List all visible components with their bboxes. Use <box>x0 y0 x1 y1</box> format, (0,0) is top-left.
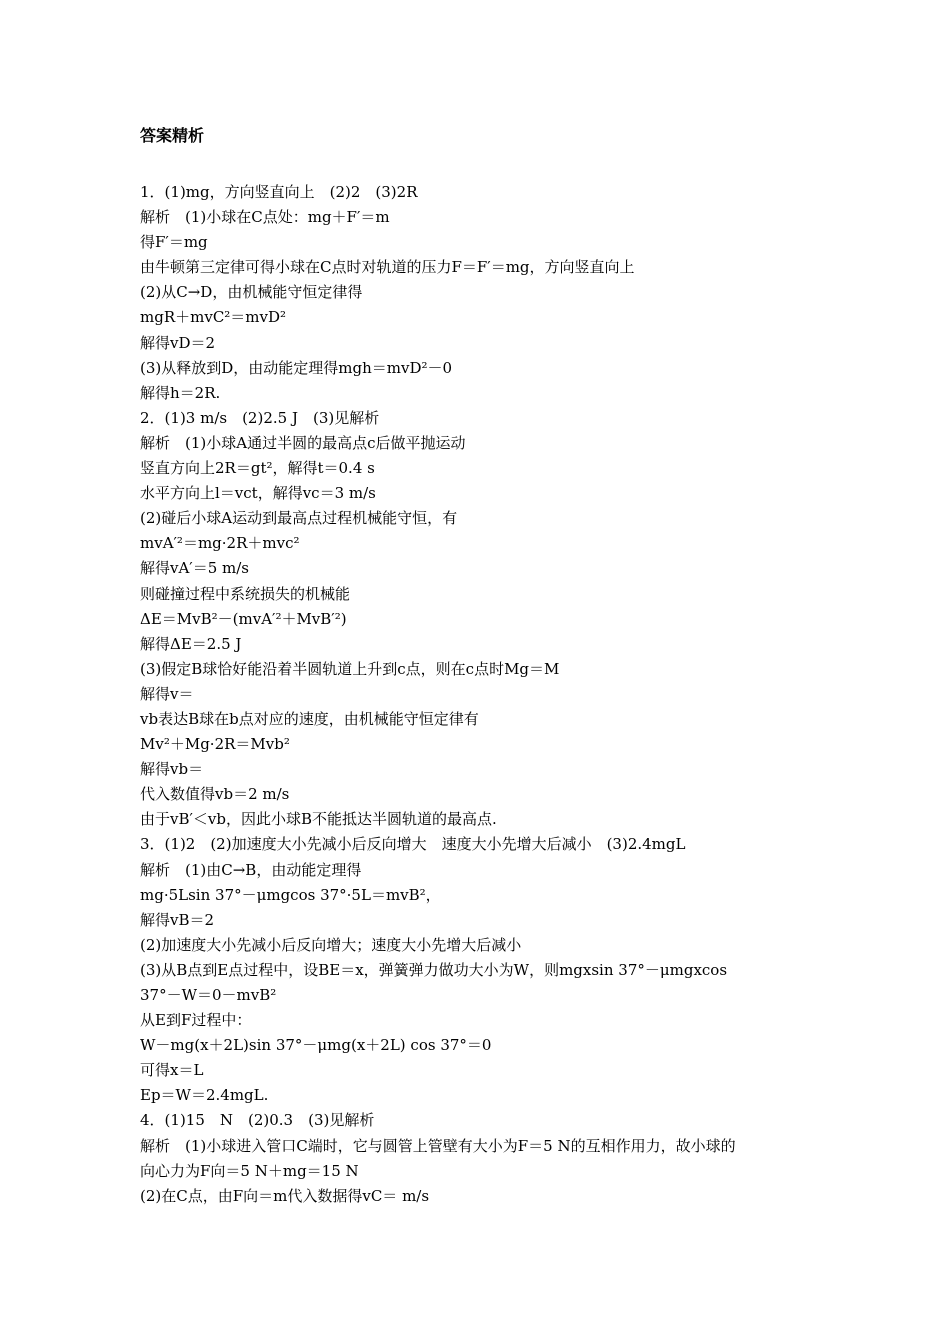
text-line: 解析 (1)小球在C点处：mg＋F′＝m <box>140 208 390 227</box>
text-line: mg·5Lsin 37°－μmgcos 37°·5L＝mvB²， <box>140 885 441 904</box>
text-line: 竖直方向上2R＝gt²，解得t＝0.4 s <box>140 459 375 478</box>
text-line: 由于vB′＜vb，因此小球B不能抵达半圆轨道的最高点. <box>140 810 497 829</box>
text-line: 解得vB＝2 <box>140 910 215 929</box>
answer-body <box>140 180 820 1209</box>
text-line: 解析 (1)由C→B，由动能定理得 <box>140 860 362 879</box>
text-line: (2)在C点，由F向＝m代入数据得vC＝ m/s <box>140 1186 430 1205</box>
text-line: 从E到F过程中： <box>140 1011 252 1030</box>
text-line: ΔE＝MvB²－(mvA′²＋MvB′²) <box>140 609 347 628</box>
text-line: 2．(1)3 m/s (2)2.5 J (3)见解析 <box>140 408 380 427</box>
text-line: 代入数值得vb＝2 m/s <box>140 785 290 804</box>
text-line: 向心力为F向＝5 N＋mg＝15 N <box>140 1161 359 1180</box>
text-line: Ep＝W＝2.4mgL. <box>140 1086 269 1105</box>
text-line: 解得vA′＝5 m/s <box>140 559 249 578</box>
text-line: 可得x＝L <box>140 1061 204 1080</box>
text-line: 解得vD＝2 <box>140 333 216 352</box>
text-line: 解得h＝2R. <box>140 383 221 402</box>
text-line: 解析 (1)小球进入管口C端时，它与圆管上管壁有大小为F＝5 N的互相作用力，故小球的 <box>140 1136 736 1155</box>
text-line: (2)从C→D，由机械能守恒定律得 <box>140 283 363 302</box>
text-line: mvA′²＝mg·2R＋mvc² <box>140 534 300 553</box>
text-line: (3)假定B球恰好能沿着半圆轨道上升到c点，则在c点时Mg＝M <box>140 659 560 678</box>
text-line: 3．(1)2 (2)加速度大小先减小后反向增大 速度大小先增大后减小 (3)2.4mgL <box>140 835 686 854</box>
text-line: 解得vb＝ <box>140 760 204 779</box>
text-line: 解得ΔE＝2.5 J <box>140 634 242 653</box>
text-line: W－mg(x＋2L)sin 37°－μmg(x＋2L) cos 37°＝0 <box>140 1036 492 1055</box>
text-line: mgR＋mvC²＝mvD² <box>140 308 287 327</box>
text-line: 得F′＝mg <box>140 233 208 252</box>
text-line: 则碰撞过程中系统损失的机械能 <box>140 584 351 603</box>
text-line: Mv²＋Mg·2R＝Mvb² <box>140 735 290 754</box>
text-line: 水平方向上l＝vct，解得vc＝3 m/s <box>140 484 376 503</box>
page-title: 答案精析 <box>140 126 205 145</box>
text-line: (3)从释放到D，由动能定理得mgh＝mvD²－0 <box>140 358 453 377</box>
text-line: (3)从B点到E点过程中，设BE＝x，弹簧弹力做功大小为W，则mgxsin 37°－μmgxcos <box>140 960 728 979</box>
text-line: vb表达B球在b点对应的速度，由机械能守恒定律有 <box>140 709 479 728</box>
text-line: 由牛顿第三定律可得小球在C点时对轨道的压力F＝F′＝mg，方向竖直向上 <box>140 258 635 277</box>
text-line: 1．(1)mg，方向竖直向上 (2)2 (3)2R <box>140 183 418 201</box>
text-line: (2)碰后小球A运动到最高点过程机械能守恒，有 <box>140 509 458 528</box>
text-line: (2)加速度大小先减小后反向增大；速度大小先增大后减小 <box>140 935 522 954</box>
text-line: 37°－W＝0－mvB² <box>140 986 277 1004</box>
text-line: 解析 (1)小球A通过半圆的最高点c后做平抛运动 <box>140 433 466 452</box>
text-line: 4．(1)15 N (2)0.3 (3)见解析 <box>140 1111 375 1130</box>
text-line: 解得v＝ <box>140 684 194 703</box>
